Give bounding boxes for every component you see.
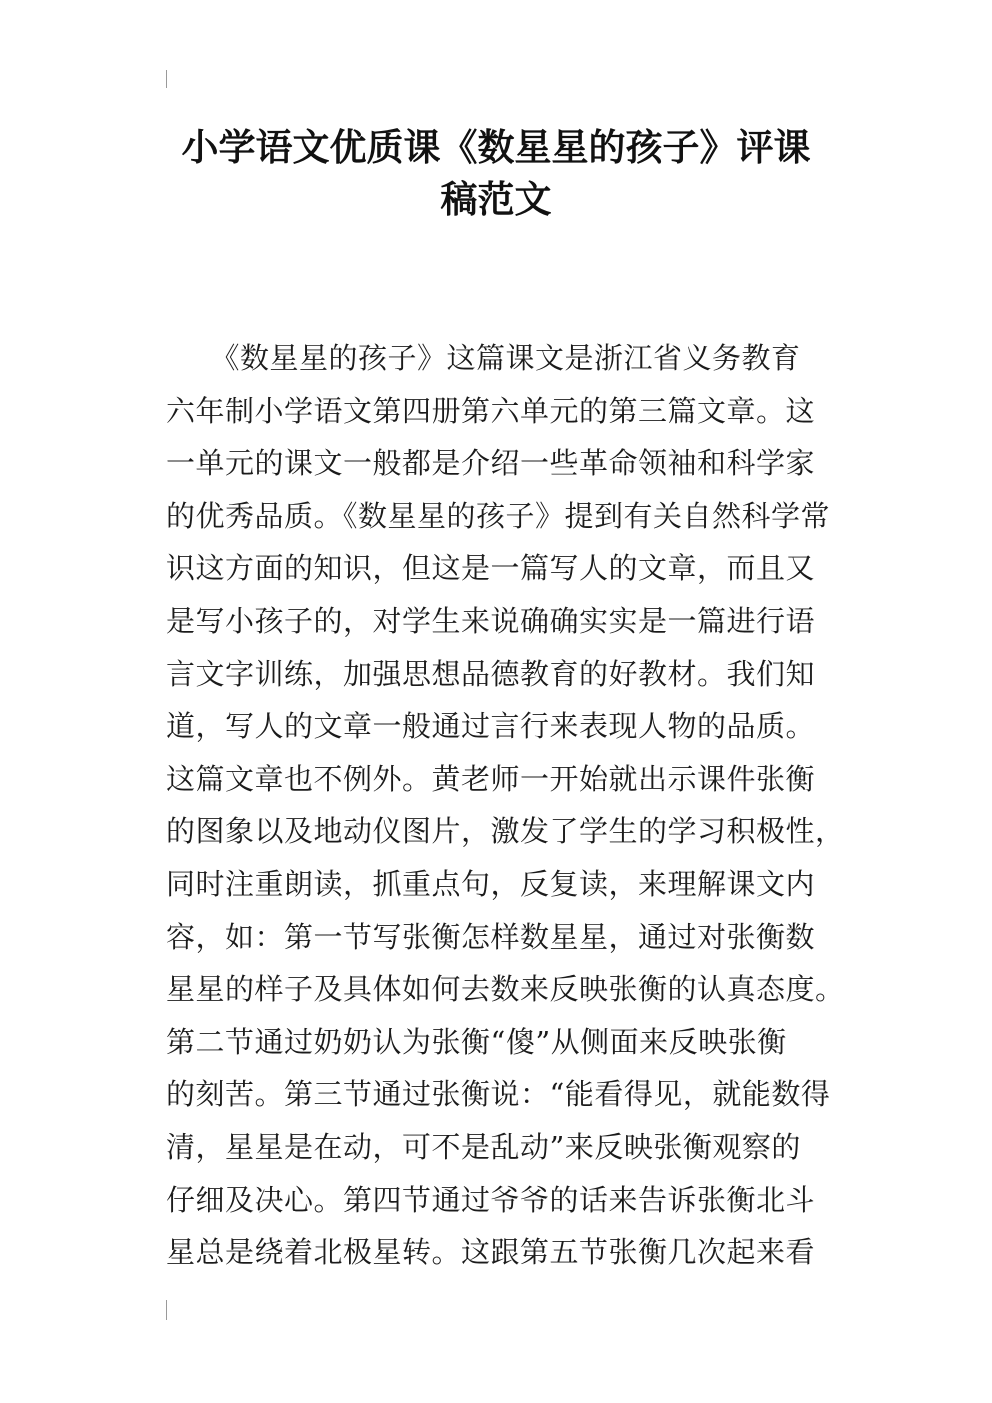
- body-line: 的图象以及地动仪图片，激发了学生的学习积极性，: [166, 814, 845, 849]
- body-line: 清，星星是在动，可不是乱动”来反映张衡观察的: [166, 1129, 801, 1164]
- body-line: 第二节通过奶奶认为张衡“傻”从侧面来反映张衡: [166, 1024, 787, 1059]
- body-line: 识这方面的知识，但这是一篇写人的文章，而且又: [166, 551, 816, 586]
- body-line: 容，如：第一节写张衡怎样数星星，通过对张衡数: [166, 919, 816, 954]
- body-line: 的刻苦。第三节通过张衡说：“能看得见，就能数得: [166, 1077, 831, 1112]
- body-line: 这篇文章也不例外。黄老师一开始就出示课件张衡: [166, 761, 816, 796]
- body-line: 同时注重朗读，抓重点句，反复读，来理解课文内: [166, 866, 816, 901]
- body-line: 星总是绕着北极星转。这跟第五节张衡几次起来看: [166, 1235, 816, 1270]
- body-line: 言文字训练，加强思想品德教育的好教材。我们知: [166, 656, 816, 691]
- title-line: 稿范文: [440, 178, 552, 221]
- body-line: 仔细及决心。第四节通过爷爷的话来告诉张衡北斗: [166, 1182, 816, 1217]
- body-paragraph: [166, 332, 846, 1279]
- body-line: 是写小孩子的，对学生来说确确实实是一篇进行语: [166, 603, 816, 638]
- body-line: 一单元的课文一般都是介绍一些革命领袖和科学家: [166, 446, 816, 481]
- body-line: 星星的样子及具体如何去数来反映张衡的认真态度。: [166, 972, 845, 1007]
- body-line: 道，写人的文章一般通过言行来表现人物的品质。: [166, 709, 816, 744]
- body-line: 《数星星的孩子》这篇课文是浙江省义务教育: [166, 341, 801, 375]
- page-corner-mark-top: [166, 70, 167, 88]
- page-corner-mark-bottom: [166, 1300, 167, 1320]
- title-line: 小学语文优质课《数星星的孩子》评课: [181, 126, 811, 169]
- body-line: 六年制小学语文第四册第六单元的第三篇文章。这: [166, 393, 816, 428]
- body-line: 的优秀品质。《数星星的孩子》提到有关自然科学常: [166, 498, 831, 533]
- document-title: [160, 122, 832, 226]
